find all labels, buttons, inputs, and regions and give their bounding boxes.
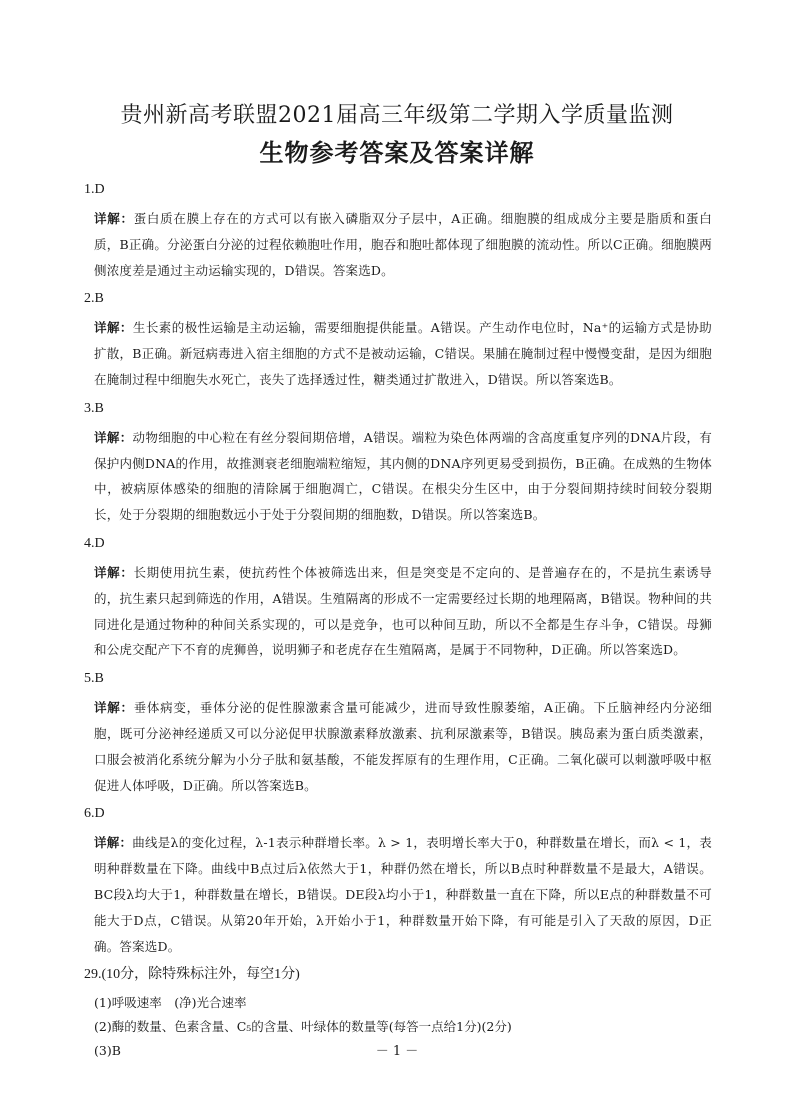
explanation-paragraph bbox=[94, 425, 712, 528]
explanation-label: 详解： bbox=[94, 429, 133, 445]
question-number: 4.D bbox=[84, 535, 105, 551]
explanation-text: 蛋白质在膜上存在的方式可以有嵌入磷脂双分子层中，A正确。细胞膜的组成成分主要是脂质和蛋白质，B正确。分泌蛋白分泌的过程依赖胞吐作用，胞吞和胞吐都体现了细胞膜的流动性。所以C正确。细胞膜两侧浓度差是通过主动运输实现的，D错误。答案选D。 bbox=[94, 211, 712, 278]
explanation-label: 详解： bbox=[94, 320, 133, 336]
explanation-text: 长期使用抗生素，使抗药性个体被筛选出来，但是突变是不定向的、是普遍存在的，不是抗生素诱导的，抗生素只起到筛选的作用，A错误。生殖隔离的形成不一定需要经过长期的地理隔离，B错误。物种间的共同进化是通过物种的种间关系实现的，可以是竞争，也可以种间互助，所以不全都是生存斗争，C错误。母狮和公虎交配产下不育的虎狮兽，说明狮子和老虎存在生殖隔离，是属于不同物种，D正确。所以答案选D。 bbox=[94, 564, 712, 658]
explanation-paragraph bbox=[94, 830, 712, 959]
explanation-text: 生长素的极性运输是主动运输，需要细胞提供能量。A错误。产生动作电位时，Na⁺的运输方式是协助扩散，B正确。新冠病毒进入宿主细胞的方式不是被动运输，C错误。果脯在腌制过程中慢慢变甜，是因为细胞在腌制过程中细胞失水死亡，丧失了选择透过性，糖类通过扩散进入，D错误。所以答案选B。 bbox=[94, 320, 713, 387]
explanation-text: 垂体病变，垂体分泌的促性腺激素含量可能减少，进而导致性腺萎缩，A正确。下丘脑神经内分泌细胞，既可分泌神经递质又可以分泌促甲状腺激素释放激素、抗利尿激素等，B错误。胰岛素为蛋白质类激素，口服会被消化系统分解为小分子肽和氨基酸，不能发挥原有的生理作用，C正确。二氧化碳可以刺激呼吸中枢促进人体呼吸，D正确。所以答案选B。 bbox=[94, 700, 712, 793]
question-number: 1.D bbox=[84, 182, 105, 197]
sub-answer: (3)B bbox=[94, 1043, 121, 1059]
question-number: 5.B bbox=[84, 671, 104, 687]
page-subtitle: 生物参考答案及答案详解 bbox=[259, 139, 535, 167]
explanation-paragraph bbox=[94, 206, 712, 283]
answer-content bbox=[84, 180, 712, 1063]
page-title: 贵州新高考联盟2021届高三年级第二学期入学质量监测 bbox=[120, 103, 674, 128]
question-number: 6.D bbox=[84, 806, 105, 822]
explanation-label: 详解： bbox=[94, 211, 134, 226]
question-number: 3.B bbox=[84, 400, 104, 416]
explanation-label: 详解： bbox=[94, 835, 133, 851]
question-number: 29.(10分，除特殊标注外，每空1分) bbox=[84, 967, 300, 983]
explanation-label: 详解： bbox=[94, 700, 134, 716]
explanation-paragraph bbox=[94, 315, 712, 392]
explanation-paragraph bbox=[94, 560, 712, 663]
explanation-label: 详解： bbox=[94, 564, 134, 580]
question-number: 2.B bbox=[84, 291, 104, 307]
explanation-paragraph bbox=[94, 695, 712, 798]
sub-answer: (1)呼吸速率 (净)光合速率 bbox=[94, 995, 247, 1011]
explanation-text: 动物细胞的中心粒在有丝分裂间期倍增，A错误。端粒为染色体两端的含高度重复序列的DNA片段，有保护内侧DNA的作用，故推测衰老细胞端粒缩短，其内侧的DNA序列更易受到损伤，B正确。在成熟的生物体中，被病原体感染的细胞的清除属于细胞凋亡，C错误。在根尖分生区中，由于分裂间期持续时间较分裂期长，处于分裂期的细胞数远小于处于分裂间期的细胞数，D错误。所以答案选B。 bbox=[94, 429, 712, 523]
explanation-text: 曲线是λ的变化过程，λ-1表示种群增长率。λ > 1，表明增长率大于0，种群数量在增长，而λ < 1，表明种群数量在下降。曲线中B点过后λ依然大于1，种群仍然在增长，所以B点时种群数量不是最大，A错误。BC段λ均大于1，种群数量在增长，B错误。DE段λ均小于1，种群数量一直在下降，所以E点的种群数量不可能大于D点，C错误。从第20年开始，λ开始小于1，种群数量开始下降，有可能是引入了天敌的原因，D正确。答案选D。 bbox=[94, 835, 713, 954]
page-number: － 1 － bbox=[375, 1044, 419, 1059]
sub-answer: (2)酶的数量、色素含量、C₅的含量、叶绿体的数量等(每答一点给1分)(2分) bbox=[94, 1019, 512, 1035]
